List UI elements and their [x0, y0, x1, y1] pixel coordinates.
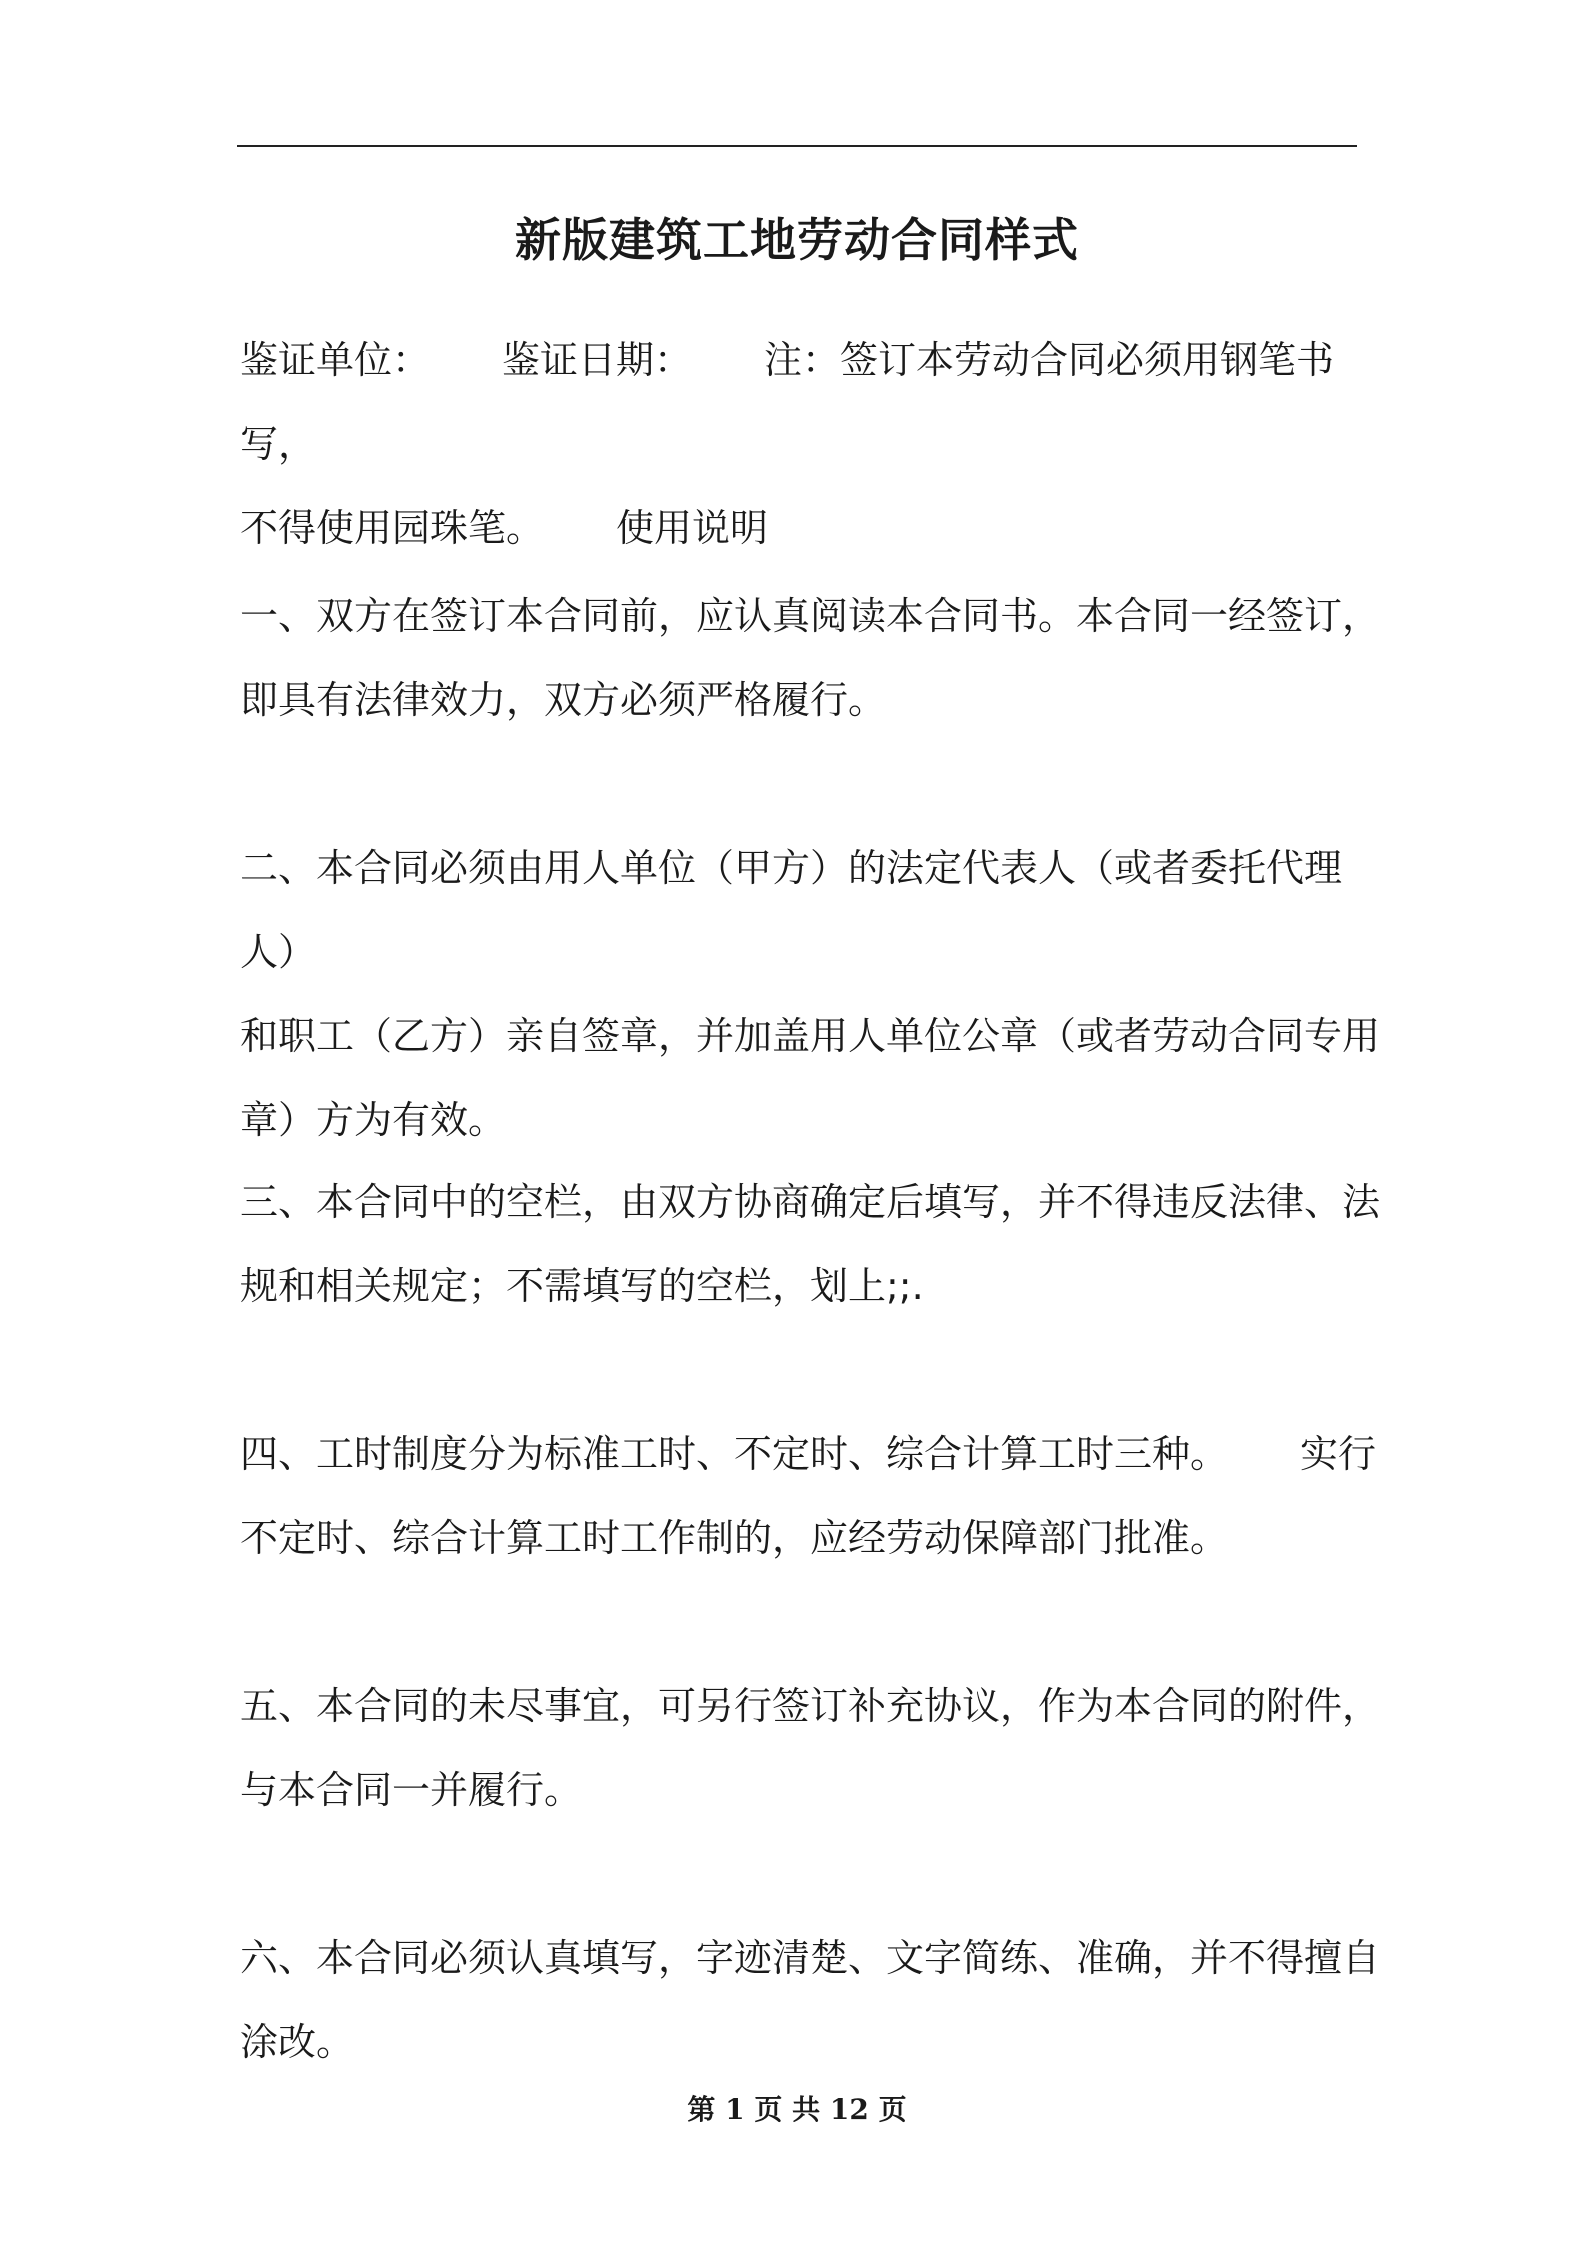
note-line-2: 不得使用园珠笔。 [240, 506, 545, 550]
clause-2 [240, 826, 1390, 1162]
clause-1-line-1: 一、双方在签订本合同前，应认真阅读本合同书。本合同一经签订， [240, 594, 1381, 638]
clause-6 [240, 1916, 1390, 2084]
clause-6-line-2: 涂改。 [240, 2020, 355, 2064]
page-number: 第 1 页 共 12 页 [687, 2093, 907, 2126]
clause-1 [240, 574, 1390, 742]
clause-6-line-1: 六、本合同必须认真填写，字迹清楚、文字简练、准确，并不得擅自 [240, 1936, 1381, 1980]
clause-5-line-1: 五、本合同的未尽事宜，可另行签订补充协议，作为本合同的附件， [240, 1684, 1381, 1728]
clause-3-line-1: 三、本合同中的空栏，由双方协商确定后填写，并不得违反法律、法 [240, 1180, 1381, 1224]
document-title: 新版建筑工地劳动合同样式 [515, 213, 1079, 267]
clause-3 [240, 1160, 1390, 1328]
intro-block [240, 318, 1390, 570]
clause-2-line-3: 章）方为有效。 [240, 1098, 507, 1142]
note-line-1: 注：签订本劳动合同必须用钢笔书写， [240, 338, 1335, 466]
clause-5 [240, 1664, 1390, 1832]
clause-4-line-1-a: 四、工时制度分为标准工时、不定时、综合计算工时三种。 [240, 1432, 1229, 1476]
clause-1-line-2: 即具有法律效力，双方必须严格履行。 [240, 678, 887, 722]
clause-4-line-2: 不定时、综合计算工时工作制的，应经劳动保障部门批准。 [240, 1516, 1229, 1560]
intro-line-2 [240, 486, 1390, 570]
header-rule [237, 145, 1357, 147]
clause-5-line-2: 与本合同一并履行。 [240, 1768, 583, 1812]
clause-2-line-1: 二、本合同必须由用人单位（甲方）的法定代表人（或者委托代理人） [240, 846, 1343, 974]
intro-line-1 [240, 318, 1390, 486]
label-unit: 鉴证单位： [240, 338, 431, 382]
clause-4-line-1 [240, 1412, 1390, 1496]
usage-heading: 使用说明 [616, 506, 769, 550]
clause-3-line-2: 规和相关规定；不需填写的空栏，划上;;. [240, 1264, 924, 1308]
clause-2-line-2: 和职工（乙方）亲自签章，并加盖用人单位公章（或者劳动合同专用 [240, 1014, 1381, 1058]
clause-4 [240, 1412, 1390, 1580]
clause-4-line-1-b: 实行 [1300, 1432, 1377, 1476]
label-date: 鉴证日期： [502, 338, 693, 382]
